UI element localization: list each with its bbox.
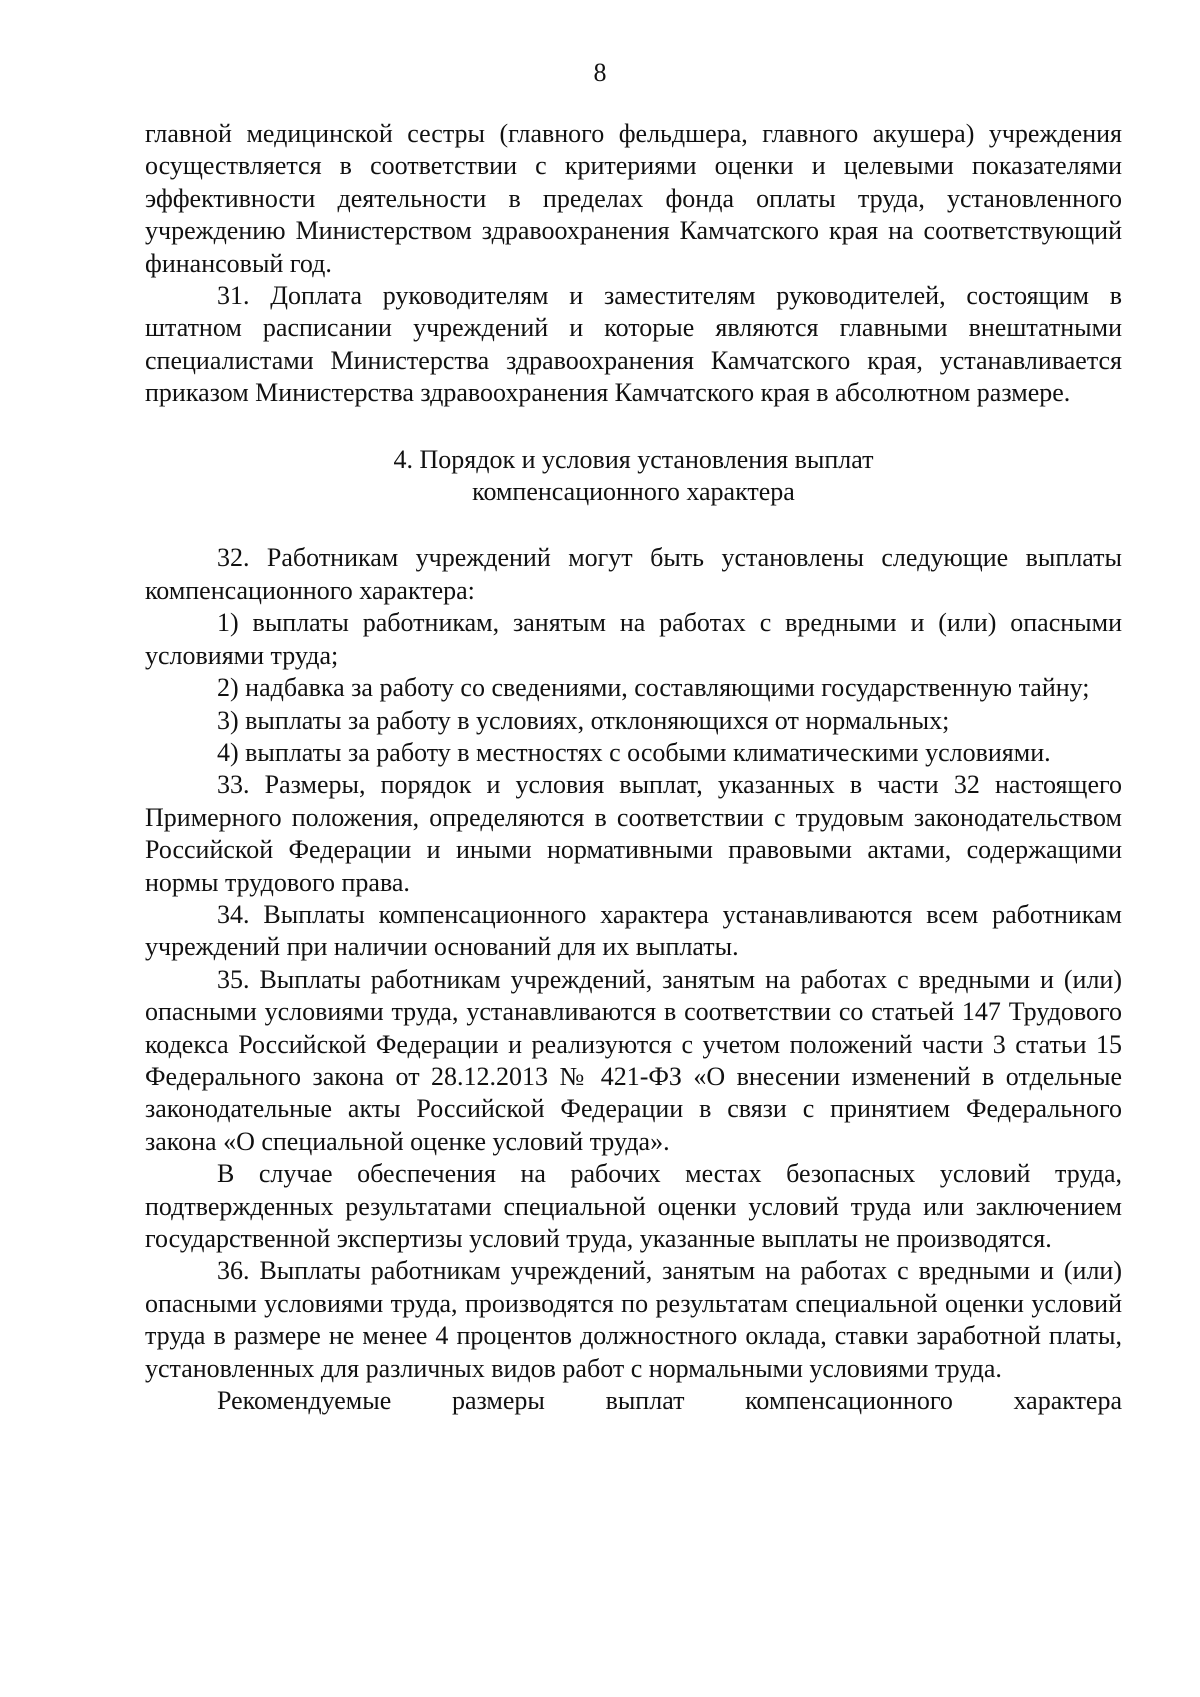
paragraph-34: 34. Выплаты компенсационного характера устанавливаются всем работникам учреждений при наличии оснований для их выплаты.: [145, 899, 1122, 962]
list-item-1: 1) выплаты работникам, занятым на работах с вредными и (или) опасными условиями труда;: [145, 608, 1122, 670]
paragraph-35-note: В случае обеспечения на рабочих местах безопасных условий труда, подтвержденных результатами специальной оценки условий труда или заключением государственной экспертизы условий труда, указанные выплаты не производятся.: [145, 1159, 1122, 1253]
section-heading: [145, 444, 1122, 509]
paragraph-33: 33. Размеры, порядок и условия выплат, указанных в части 32 настоящего Примерного положения, определяются в соответствии с трудовым законодательством Российской Федерации и иными нормативными правовыми актами, содержащими нормы трудового права.: [145, 770, 1122, 897]
section-heading-line-1: 4. Порядок и условия установления выплат: [393, 444, 874, 474]
paragraph-recommended: Рекомендуемые размеры выплат компенсационного характера: [217, 1386, 1122, 1416]
list-item-3: 3) выплаты за работу в условиях, отклоняющихся от нормальных;: [217, 705, 950, 735]
page-number: 8: [593, 58, 607, 87]
document-body: [145, 118, 1122, 1417]
paragraph-continuation: главной медицинской сестры (главного фельдшера, главного акушера) учреждения осуществляется в соответствии с критериями оценки и целевыми показателями эффективности деятельности в пределах фонда оплаты труда, установленного учреждению Министерством здравоохранения Камчатского края на соответствующий финансовый год.: [145, 119, 1122, 278]
list-item-2: 2) надбавка за работу со сведениями, составляющими государственную тайну;: [217, 673, 1090, 703]
paragraph-32: 32. Работникам учреждений могут быть установлены следующие выплаты компенсационного характера:: [145, 543, 1122, 605]
paragraph-35: 35. Выплаты работникам учреждений, занятым на работах с вредными и (или) опасными условиями труда, устанавливаются в соответствии со статьей 147 Трудового кодекса Российской Федерации и реализуются с учетом положений части 3 статьи 15 Федерального закона от 28.12.2013 № 421-ФЗ «О внесении изменений в отдельные законодательные акты Российской Федерации в связи с принятием Федерального закона «О специальной оценке условий труда».: [145, 964, 1122, 1156]
list-item-4: 4) выплаты за работу в местностях с особыми климатическими условиями.: [217, 737, 1051, 767]
paragraph-31: 31. Доплата руководителям и заместителям руководителей, состоящим в штатном расписании учреждений и которые являются главными внештатными специалистами Министерства здравоохранения Камчатского края, устанавливается приказом Министерства здравоохранения Камчатского края в абсолютном размере.: [145, 281, 1122, 408]
paragraph-36: 36. Выплаты работникам учреждений, занятым на работах с вредными и (или) опасными условиями труда, производятся по результатам специальной оценки условий труда в размере не менее 4 процентов должностного оклада, ставки заработной платы, установленных для различных видов работ с нормальными условиями труда.: [145, 1256, 1122, 1383]
section-heading-line-2: компенсационного характера: [472, 477, 795, 507]
